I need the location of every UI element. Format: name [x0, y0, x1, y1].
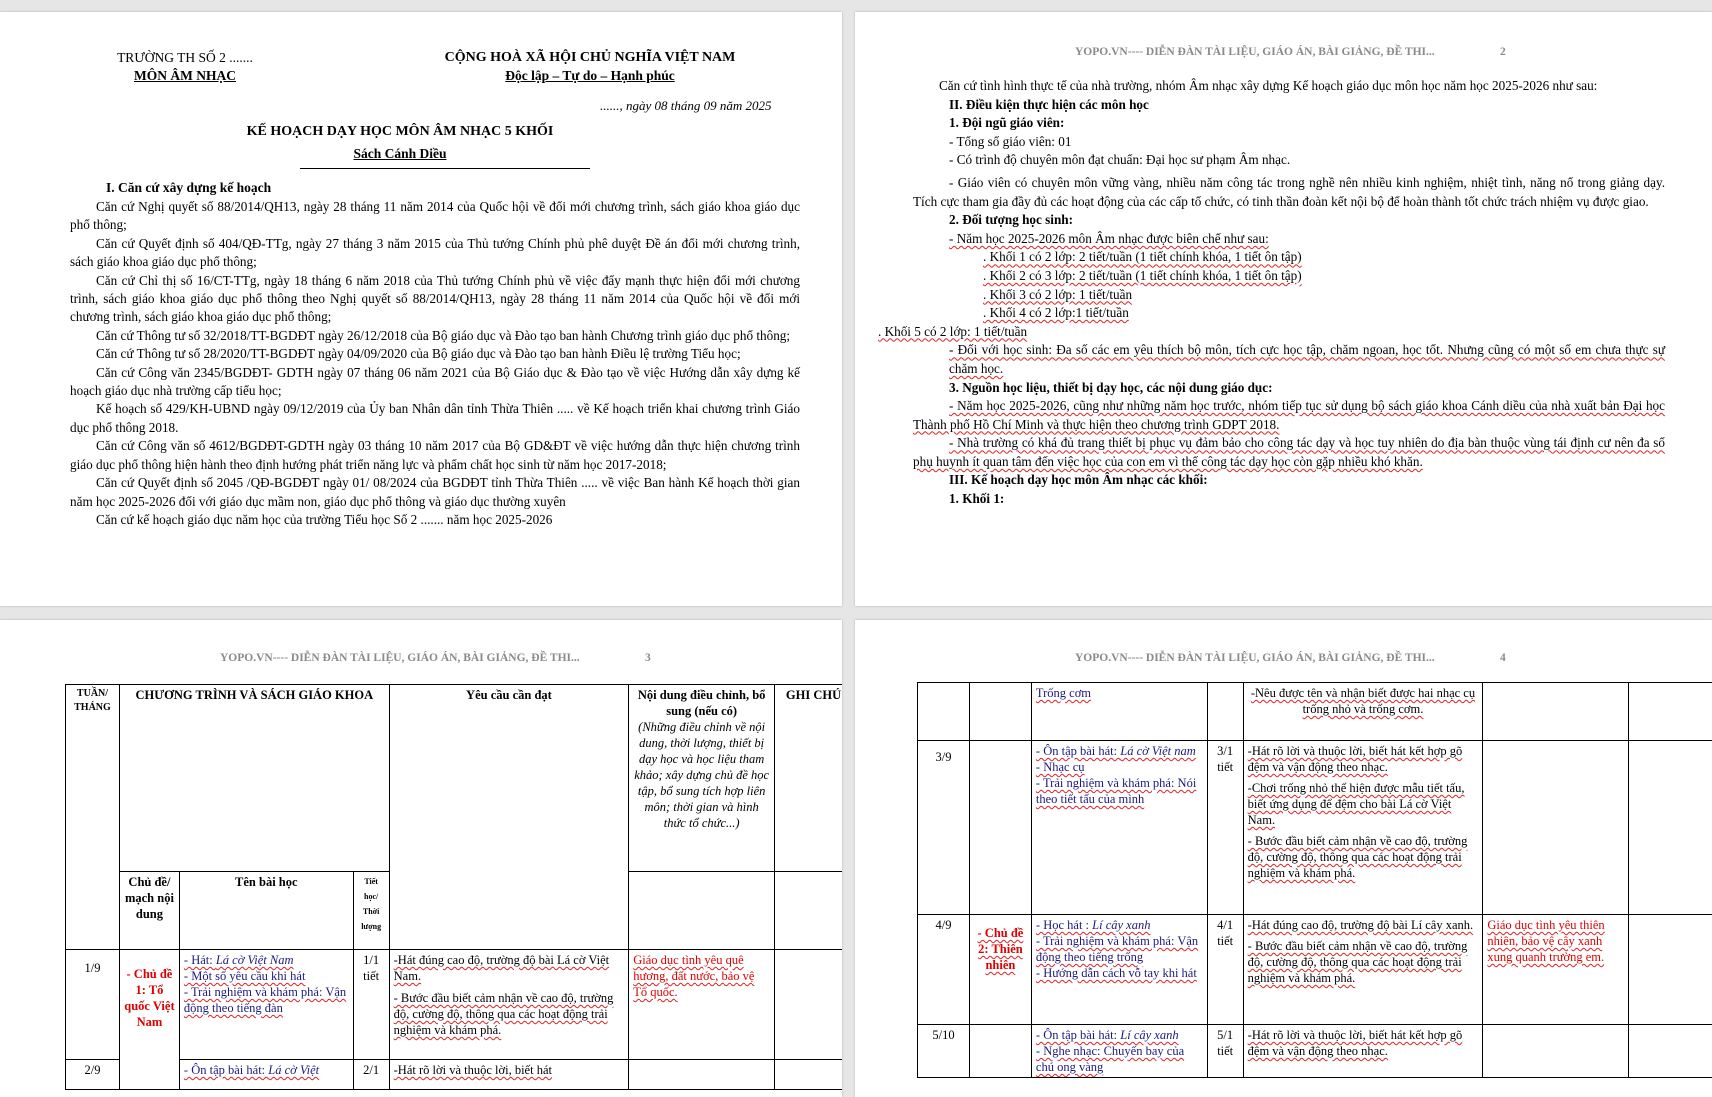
week-cell: 1/9 [66, 950, 120, 1060]
requirements-cell: -Nêu được tên và nhận biết được hai nhạc cụ trống nhỏ và trống cơm. [1243, 683, 1483, 741]
lesson-plan-table [65, 684, 842, 1090]
table-row [66, 950, 843, 1060]
week-cell: 2/9 [66, 1060, 120, 1090]
requirements-cell [389, 950, 629, 1060]
notes-cell [1629, 741, 1712, 915]
subsection-students: 2. Đối tượng học sinh: [949, 212, 1074, 228]
lesson-plan-table [917, 682, 1712, 1078]
grade-1-classes: . Khối 1 có 2 lớp: 2 tiết/tuần (1 tiết chính khóa, 1 tiết ôn tập) [983, 249, 1302, 265]
notes-cell [1629, 683, 1712, 741]
page-number: 3 [645, 652, 651, 664]
lesson-line: - Trải nghiệm và khám phá: Vận động theo tiếng đàn [183, 985, 347, 1015]
lesson-prefix: - Ôn tập bài hát: [1035, 1028, 1121, 1042]
document-page-3 [0, 620, 842, 1097]
requirement-line: - Bước đầu biết cảm nhận về cao độ, trường độ, cường độ, thông qua các hoạt động trải nghiệm và khám phá. [1247, 834, 1468, 880]
header-program: CHƯƠNG TRÌNH VÀ SÁCH GIÁO KHOA [119, 685, 389, 872]
section-3-heading: III. Kế hoạch dạy học môn Âm nhạc các khối: [949, 472, 1208, 488]
teacher-qualification: - Có trình độ chuyên môn đạt chuẩn: Đại học sư phạm Âm nhạc. [949, 152, 1291, 168]
lesson-line: - Nhạc cụ [1035, 760, 1085, 774]
legal-basis-item: Kế hoạch số 429/KH-UBND ngày 09/12/2019 của Ủy ban Nhân dân tỉnh Thừa Thiên ..... về Kế hoạch triển khai chương trình Giáo dục phổ thông 2018. [70, 401, 800, 435]
periods-cell: 2/1 [353, 1060, 389, 1090]
page-header: YOPO.VN---- DIỄN ĐÀN TÀI LIỆU, GIÁO ÁN, BÀI GIẢNG, ĐỀ THI... [220, 652, 580, 664]
legal-basis-item: Căn cứ Công văn số 4612/BGDĐT-GDTH ngày 03 tháng 10 năm 2017 của Bộ GD&ĐT về việc hướng dẫn thực hiện chương trình giáo dục phổ thông hiện hành theo định hướng phát triển năng lực và phẩm chất học sinh từ năm học 2017-2018; [70, 438, 800, 472]
lesson-line [1036, 743, 1203, 759]
table-row [66, 1060, 843, 1090]
requirements-cell [1243, 915, 1483, 1025]
header-requirements: Yêu cầu cần đạt [389, 685, 629, 950]
grade-3-classes: . Khối 3 có 2 lớp: 1 tiết/tuần [983, 286, 1133, 302]
table-row [918, 1025, 1712, 1078]
week-cell: 4/9 [918, 915, 970, 1025]
topic-cell [969, 741, 1031, 915]
topic-cell: - Chủ đề 2: Thiên nhiên [969, 915, 1031, 1025]
adjustments-cell [1483, 1025, 1629, 1078]
lesson-line: - Trải nghiệm và khám phá: Vận động theo tiếng trống [1035, 934, 1199, 964]
page-number: 2 [1500, 46, 1506, 58]
page-header: YOPO.VN---- DIỄN ĐÀN TÀI LIỆU, GIÁO ÁN, BÀI GIẢNG, ĐỀ THI... [1075, 46, 1435, 58]
page-header: YOPO.VN---- DIỄN ĐÀN TÀI LIỆU, GIÁO ÁN, BÀI GIẢNG, ĐỀ THI... [1075, 652, 1435, 664]
teacher-count: - Tổng số giáo viên: 01 [949, 133, 1072, 149]
legal-basis-item: Căn cứ Thông tư số 32/2018/TT-BGDĐT ngày 26/12/2018 của Bộ giáo dục và Đào tạo ban hành Chương trình giáo dục phổ thông; [96, 327, 791, 343]
grade-5-classes: . Khối 5 có 2 lớp: 1 tiết/tuần [878, 323, 1028, 339]
requirement-line: -Hát đúng cao độ, trường độ bài Lá cờ Việt Nam. [393, 953, 610, 983]
subsection-teachers: 1. Đội ngũ giáo viên: [949, 115, 1065, 131]
notes-cell [1629, 1025, 1712, 1078]
class-allocation: - Năm học 2025-2026 môn Âm nhạc được biên chế như sau: [949, 230, 1269, 246]
requirements-cell: -Hát rõ lời và thuộc lời, biết hát kết hợp gõ đệm và vận động theo nhạc. [1243, 1025, 1483, 1078]
notes-cell [775, 950, 842, 1060]
lesson-prefix: - Học hát : [1035, 918, 1093, 932]
document-page-1 [0, 12, 842, 606]
motto: Độc lập – Tự do – Hạnh phúc [505, 68, 675, 83]
lesson-song: Lá cờ Việt Nam [215, 953, 294, 967]
lesson-line [184, 1062, 349, 1078]
document-page-2 [855, 12, 1712, 606]
topic-cell [969, 1025, 1031, 1078]
table-row [918, 683, 1712, 741]
lesson-cell [1031, 741, 1207, 915]
legal-basis-item: Căn cứ Thông tư số 28/2020/TT-BGDĐT ngày 04/09/2020 của Bộ giáo dục và Đào tạo ban hành Điều lệ trường Tiểu học; [96, 346, 741, 362]
lesson-cell [179, 950, 353, 1060]
document-page-4 [855, 620, 1712, 1097]
section-1-heading: I. Căn cứ xây dựng kế hoạch [106, 180, 272, 195]
topic-cell: - Chủ đề 1: Tổ quốc Việt Nam [119, 950, 179, 1090]
grade-2-classes: . Khối 2 có 3 lớp: 2 tiết/tuần (1 tiết chính khóa, 1 tiết ôn tập) [983, 267, 1302, 283]
document-date: ......, ngày 08 tháng 09 năm 2025 [600, 98, 772, 113]
adjustments-cell [1483, 683, 1629, 741]
lesson-line: - Một số yêu cầu khi hát [183, 969, 306, 983]
student-description: - Đối với học sinh: Đa số các em yêu thích bộ môn, tích cực học tập, chăm ngoan, học tốt. Nhưng cũng có một số em chưa thực sự chăm học. [949, 342, 1665, 376]
document-subtitle: Sách Cánh Diều [353, 146, 447, 161]
legal-basis-list [70, 198, 800, 529]
grade-4-classes: . Khối 4 có 2 lớp:1 tiết/tuần [983, 305, 1129, 321]
requirement-line: -Hát đúng cao độ, trường độ bài Lí cây xanh. [1247, 918, 1474, 932]
lesson-song: Lí cây xanh [1092, 918, 1151, 932]
requirement-line: - Bước đầu biết cảm nhận về cao độ, trường độ, cường độ, thông qua các hoạt động trải nghiệm và khám phá. [393, 991, 614, 1037]
nation-title: CỘNG HOÀ XÃ HỘI CHỦ NGHĨA VIỆT NAM [444, 50, 736, 65]
lesson-cell: Trống cơm [1031, 683, 1207, 741]
empty-cell [775, 872, 842, 950]
legal-basis-item: Căn cứ Quyết định số 404/QĐ-TTg, ngày 27 tháng 3 năm 2015 của Thủ tướng Chính phủ phê duyệt Đề án đổi mới chương trình, sách giáo khoa giáo dục phổ thông; [70, 235, 800, 270]
requirements-cell: -Hát rõ lời và thuộc lời, biết hát [389, 1060, 629, 1090]
legal-basis-item: Căn cứ Chỉ thị số 16/CT-TTg, ngày 18 tháng 6 năm 2018 của Thủ tướng Chính phủ về việc đẩy mạnh thực hiện đổi mới chương trình, sách giáo khoa giáo dục phổ thông theo Nghị quyết số 88/2014/QH13, ngày 28 tháng 11 năm 2014 của Quốc hội về đổi mới chương trình, sách giáo khoa giáo dục phổ thông; [70, 272, 800, 325]
grade-1-heading: 1. Khối 1: [949, 491, 1005, 507]
topic-cell [969, 683, 1031, 741]
requirement-line: -Chơi trống nhỏ thể hiện được mẫu tiết tấu, biết ứng dụng để đệm cho bài Lá cờ Việt Nam. [1247, 781, 1465, 827]
title-divider [300, 168, 590, 169]
legal-basis-item: Căn cứ Công văn 2345/BGDĐT- GDTH ngày 07 tháng 06 năm 2021 của Bộ Giáo dục & Đào tạo về việc Hướng dẫn xây dựng kế hoạch giáo dục nhà trường cấp tiểu học; [70, 364, 800, 399]
lesson-line: - Hướng dẫn cách vỗ tay khi hát [1035, 966, 1197, 980]
lesson-line [1036, 917, 1203, 933]
periods-cell: 4/1 tiết [1207, 915, 1243, 1025]
table-header-row [66, 685, 843, 872]
empty-cell [629, 872, 775, 950]
table-row [918, 741, 1712, 915]
intro-paragraph: Căn cứ tình hình thực tế của nhà trường, nhóm Âm nhạc xây dựng Kế hoạch giáo dục môn học năm học 2025-2026 như sau: [939, 78, 1598, 93]
adjustments-cell [1483, 741, 1629, 915]
page-number: 4 [1500, 652, 1506, 664]
resources-equipment: - Nhà trường có khá đủ trang thiết bị phục vụ đảm bảo cho công tác dạy và học tuy nhiên do địa bàn thuộc vùng tái định cư nên đa số phụ huynh ít quan tâm đến việc học của con em vì thế công tác dạy học còn gặp nhiều khó khăn. [913, 435, 1665, 469]
periods-cell [1207, 683, 1243, 741]
table-row [918, 915, 1712, 1025]
subsection-resources: 3. Nguồn học liệu, thiết bị dạy học, các nội dung giáo dục: [949, 379, 1273, 395]
notes-cell [775, 1060, 842, 1090]
week-cell: 5/10 [918, 1025, 970, 1078]
periods-cell: 5/1 tiết [1207, 1025, 1243, 1078]
lesson-prefix: - Hát: [183, 953, 216, 967]
lesson-line: - Nghe nhạc: Chuyến bay của chú ong vàng [1035, 1044, 1185, 1074]
resources-textbooks: - Năm học 2025-2026, cũng như những năm học trước, nhóm tiếp tục sử dụng bộ sách giáo khoa Cánh diều của nhà xuất bản Đại học Thành phố Hồ Chí Minh và thực hiện theo chương trình GDPT 2018. [913, 398, 1665, 432]
header-adjustments-title: Nội dung điều chỉnh, bổ sung (nếu có) [637, 688, 766, 718]
adjustments-cell: Giáo dục tình yêu thiên nhiên, bảo vệ cây xanh xung quanh trường em. [1483, 915, 1629, 1025]
lesson-cell [1031, 1025, 1207, 1078]
adjustments-cell [629, 1060, 775, 1090]
header-notes: GHI CHÚ [775, 685, 842, 872]
lesson-song: Lá cờ Việt nam [1120, 744, 1196, 758]
header-adjustments-note: (Những điều chỉnh về nội dung, thời lượng, thiết bị dạy học và học liệu tham khảo; xây dựng chủ đề học tập, bổ sung tích hợp liên môn; thời gian và hình thức tổ chức...) [634, 720, 770, 830]
legal-basis-item: Căn cứ Quyết định số 2045 /QĐ-BGDĐT ngày 01/ 08/2024 của BGDĐT tỉnh Thừa Thiên ..... về việc Ban hành Kế hoạch thời gian năm học 2025-2026 đối với giáo dục mầm non, giáo dục phổ thông và giáo dục thường xuyên [70, 475, 800, 509]
lesson-song: Lá cờ Việt [268, 1063, 320, 1077]
lesson-line [1036, 1027, 1203, 1043]
adjustments-cell: Giáo dục tình yêu quê hương, đất nước, bảo vệ Tổ quốc. [629, 950, 775, 1060]
subject-name: MÔN ÂM NHẠC [134, 68, 236, 83]
school-name: TRƯỜNG TH SỐ 2 ....... [117, 50, 253, 65]
periods-cell: 3/1 tiết [1207, 741, 1243, 915]
header-periods: Tiết học/ Thời lượng [353, 872, 389, 950]
header-adjustments [629, 685, 775, 872]
lesson-song: Lí cây xanh [1120, 1028, 1179, 1042]
notes-cell [1629, 915, 1712, 1025]
page-2-body [878, 77, 1665, 509]
document-title: KẾ HOẠCH DẠY HỌC MÔN ÂM NHẠC 5 KHỐI [246, 124, 554, 139]
lesson-prefix: - Ôn tập bài hát: [1035, 744, 1121, 758]
header-lesson: Tên bài học [179, 872, 353, 950]
section-2-heading: II. Điều kiện thực hiện các môn học [949, 96, 1149, 112]
lesson-line: - Trải nghiệm và khám phá: Nói theo tiết tấu của mình [1035, 776, 1197, 806]
lesson-cell [1031, 915, 1207, 1025]
requirements-cell [1243, 741, 1483, 915]
lesson-cell [179, 1060, 353, 1090]
requirement-line: -Hát rõ lời và thuộc lời, biết hát kết hợp gõ đệm và vận động theo nhạc. [1247, 744, 1463, 774]
teacher-description: - Giáo viên có chuyên môn vững vàng, nhiều năm công tác trong nghề nên nhiều kinh nghiệm, nhiệt tình, năng nổ trong giảng dạy. Tích cực tham gia đầy đủ các hoạt động của các cấp tổ chức, có tinh thần đoàn kết nội bộ để hoàn thành tốt chức trách nhiệm vụ được giao. [913, 174, 1665, 209]
header-week: TUẦN/ THÁNG [66, 685, 120, 950]
legal-basis-item: Căn cứ Nghị quyết số 88/2014/QH13, ngày 28 tháng 11 năm 2014 của Quốc hội về đổi mới chương trình, sách giáo khoa giáo dục phổ thông; [70, 199, 800, 233]
requirement-line: - Bước đầu biết cảm nhận về cao độ, trường độ, cường độ, thông qua các hoạt động trải nghiệm và khám phá. [1247, 939, 1468, 985]
legal-basis-item: Căn cứ kế hoạch giáo dục năm học của trường Tiểu học Số 2 ....... năm học 2025-2026 [96, 511, 553, 527]
week-cell: 3/9 [918, 741, 970, 915]
lesson-prefix: - Ôn tập bài hát: [183, 1063, 269, 1077]
periods-cell: 1/1 tiết [353, 950, 389, 1060]
lesson-line [184, 952, 349, 968]
week-cell [918, 683, 970, 741]
header-topic: Chủ đề/ mạch nội dung [119, 872, 179, 950]
